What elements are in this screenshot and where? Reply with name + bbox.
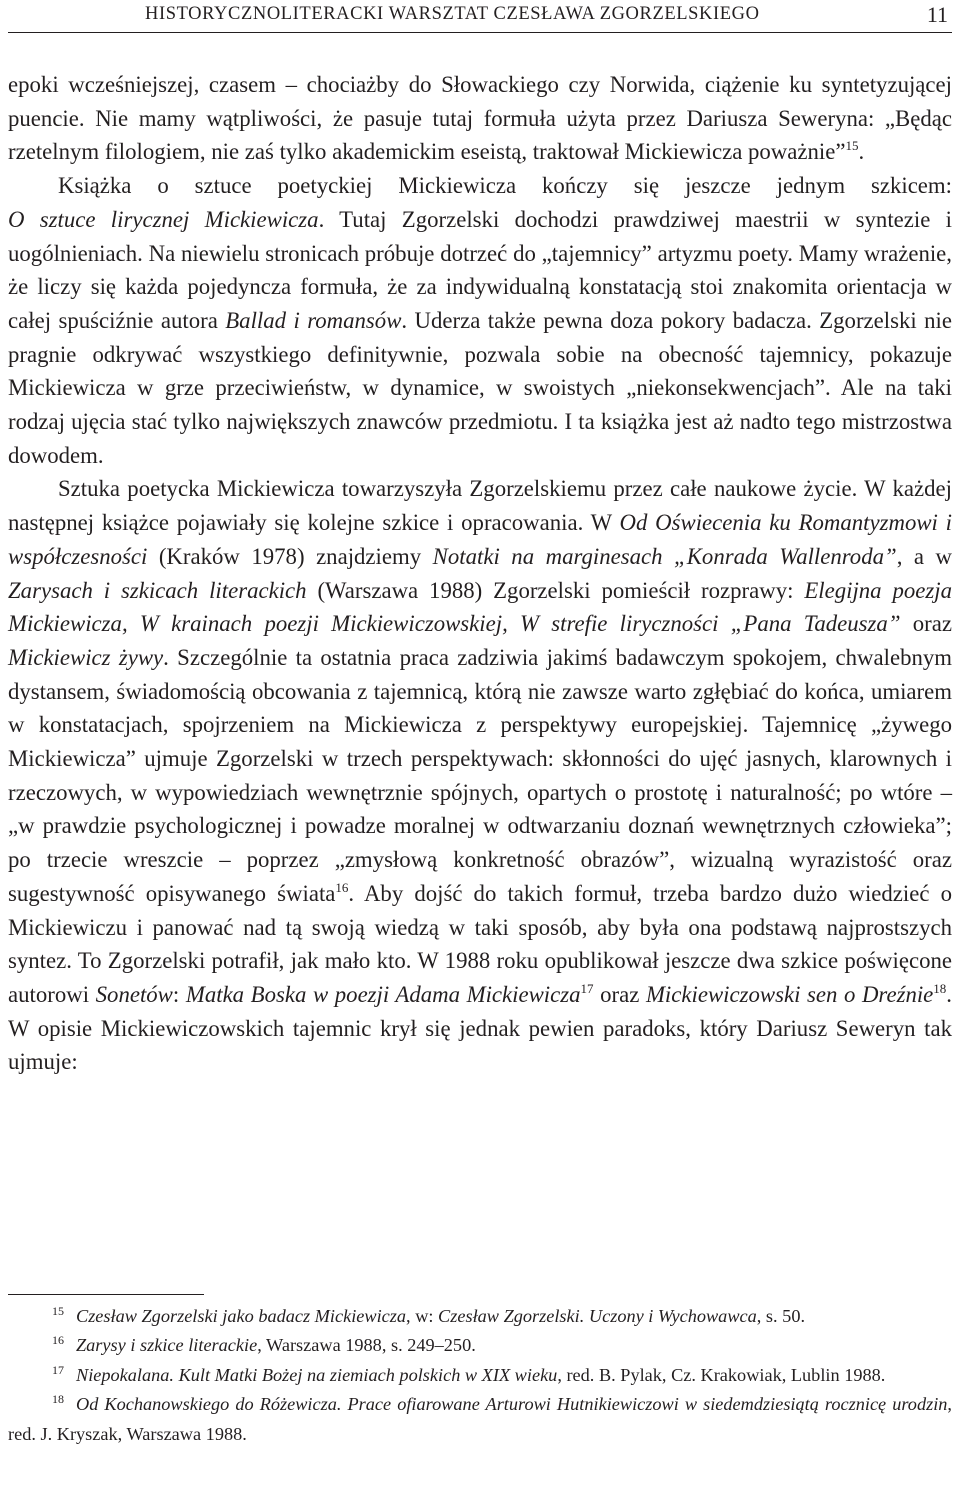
paragraph-continued: epoki wcześniejszej, czasem – chociażby do Słowackiego czy Norwida, ciążenie ku syntetyzującej puencie. Nie mamy wątpliwości, że pasuje tutaj formuła użyta przez Dariusza Seweryna: „Będąc rzetelnym filologiem, nie zaś tylko akademickim eseistą, traktował Mickiewicza poważnie”$^{15}$. [8, 72, 952, 165]
book-title: Mickiewiczowski sen o Dreźnie [645, 981, 934, 1007]
footnote-ref-17: 17 [580, 980, 594, 996]
footnote-18: $^{18}$ Od Kochanowskiego do Różewicza. Prace ofiarowane Arturowi Hutnikiewiczowi w siedemdziesiątą rocznicę urodzin, red. J. Kryszak, Warszawa 1988. [8, 1392, 952, 1444]
footnote-number: 16 [52, 1333, 64, 1348]
header-rule [8, 32, 952, 33]
footnotes [8, 1302, 952, 1449]
paragraph-sztuka-liryczna: O sztuce lirycznej Mickiewicza. Tutaj Zgorzelski dochodzi prawdziwej maestrii w syntezie i uogólnieniach. Na niewielu stronicach próbuje dotrzeć do „tajemnicy” artyzmu poety. Mamy wrażenie, że liczy się każda pojedyncza formuła, że za indywidualną konstatacją stoi znakomita orientacja w całej spuściźnie autora Ballad i romansów. Uderza także pewna doza pokory badacza. Zgorzelski nie pragnie odkrywać wszystkiego definitywnie, pozwala sobie na obecność tajemnicy, pokazuje Mickiewicza w grze przeciwieństw, w dynamice, w swoistych „niekonsekwencjach”. Ale na taki rodzaj ujęcia stać tylko największych znawców przedmiotu. I ta książka jest aż nadto tego mistrzostwa dowodem. [8, 206, 953, 468]
book-title: Zarysach i szkicach literackich [8, 577, 307, 603]
paragraph-sztuka-poetycka: Sztuka poetycka Mickiewicza towarzyszyła Zgorzelskiemu przez całe naukowe życie. W każdej następnej książce pojawiały się kolejne szkice i opracowania. W Od Oświecenia ku Romantyzmowi i współczesności (Kraków 1978) znajdziemy Notatki na marginesach „Konrada Wallenroda”, a w Zarysach i szkicach literackich (Warszawa 1988) Zgorzelski pomieścił rozprawy: Elegijna poezja Mickiewicza, W krainach poezji Mickiewiczowskiej, W strefie liryczności „Pana Tadeusza” oraz Mickiewicz żywy. Szczególnie ta ostatnia praca zadziwia jakimś badawczym spokojem, chwalebnym dystansem, świadomością obcowania z tajemnicą, którą nie zawsze warto zgłębiać do końca, umiarem w konstatacjach, spojrzeniem na Mickiewicza z perspektywy europejskiej. Tajemnicę „żywego Mickiewicza” ujmuje Zgorzelski w trzech perspektywach: skłonności do ujęć jasnych, klarownych i rzeczowych, w wypowiedziach wewnętrznie spójnych, opartych o prostotę i naturalność; po wtóre – „w prawdzie psychologicznej i powadze moralnej w odtwarzaniu doznań wewnętrznych człowieka”; po trzecie wreszcie – poprzez „zmysłową konkretność obrazów”, wizualną wyrazistość oraz sugestywność opisywanego świata$^{16}$. Aby dojść do takich formuł, trzeba bardzo dużo wiedzieć o Mickiewiczu i panować nad tą swoją wiedzą w taki sposób, aby była ona podstawą najprostszych syntez. To Zgorzelski potrafił, jak mało kto. W 1988 roku opublikował jeszcze dwa szkice poświęcone autorowi Sonetów: Matka Boska w poezji Adama Mickiewicza$^{17}$ oraz Mickiewiczowski sen o Dreźnie$^{18}$. W opisie Mickiewiczowskich tajemnic krył się jednak pewien paradoks, który Dariusz Seweryn tak ujmuje: [8, 476, 952, 1075]
footnote-15: $^{15}$ Czesław Zgorzelski jako badacz Mickiewicza, w: Czesław Zgorzelski. Uczony i Wychowawca, s. 50. [52, 1304, 806, 1326]
book-title: Od Oświecenia ku Romantyzmowi i współczesności [8, 510, 952, 569]
main-text [8, 68, 952, 1079]
footnote-number: 15 [52, 1304, 64, 1318]
footnote-number: 18 [52, 1392, 64, 1407]
footnote-17: $^{17}$ Niepokalana. Kult Matki Bożej na ziemiach polskich w XIX wieku, red. B. Pylak, Cz. Krakowiak, Lublin 1988. [52, 1362, 886, 1385]
book-title: Ballad i romansów [225, 307, 402, 333]
footnote-number: 17 [52, 1362, 64, 1377]
footnote-ref-15: 15 [845, 138, 859, 154]
book-title: Matka Boska w poezji Adama Mickiewicza [185, 981, 581, 1007]
page-number: 11 [926, 2, 948, 27]
paragraph-sztuka-liryczna-title: Książka o sztuce poetyckiej Mickiewicza kończy się jeszcze jednym szkicem: [58, 173, 952, 199]
book-title: Mickiewicz żywy [8, 644, 164, 670]
footnote-ref-18: 18 [933, 980, 947, 996]
running-head: HISTORYCZNOLITERACKI WARSZTAT CZESŁAWA ZGORZELSKIEGO [145, 4, 760, 24]
book-title: Notatki na marginesach „Konrada Wallenroda” [432, 543, 897, 569]
book-title: Elegijna poezja Mickiewicza, W krainach poezji Mickiewiczowskiej, W strefie liryczności „Pana Tadeusza” [8, 577, 952, 637]
book-title: O sztuce lirycznej Mickiewicza [8, 206, 319, 232]
page-header [0, 0, 960, 38]
footnote-rule [8, 1294, 204, 1295]
book-title: Sonetów [95, 981, 173, 1007]
footnote-16: $^{16}$ Zarysy i szkice literackie, Warszawa 1988, s. 249–250. [52, 1333, 476, 1356]
footnote-ref-16: 16 [335, 879, 349, 895]
